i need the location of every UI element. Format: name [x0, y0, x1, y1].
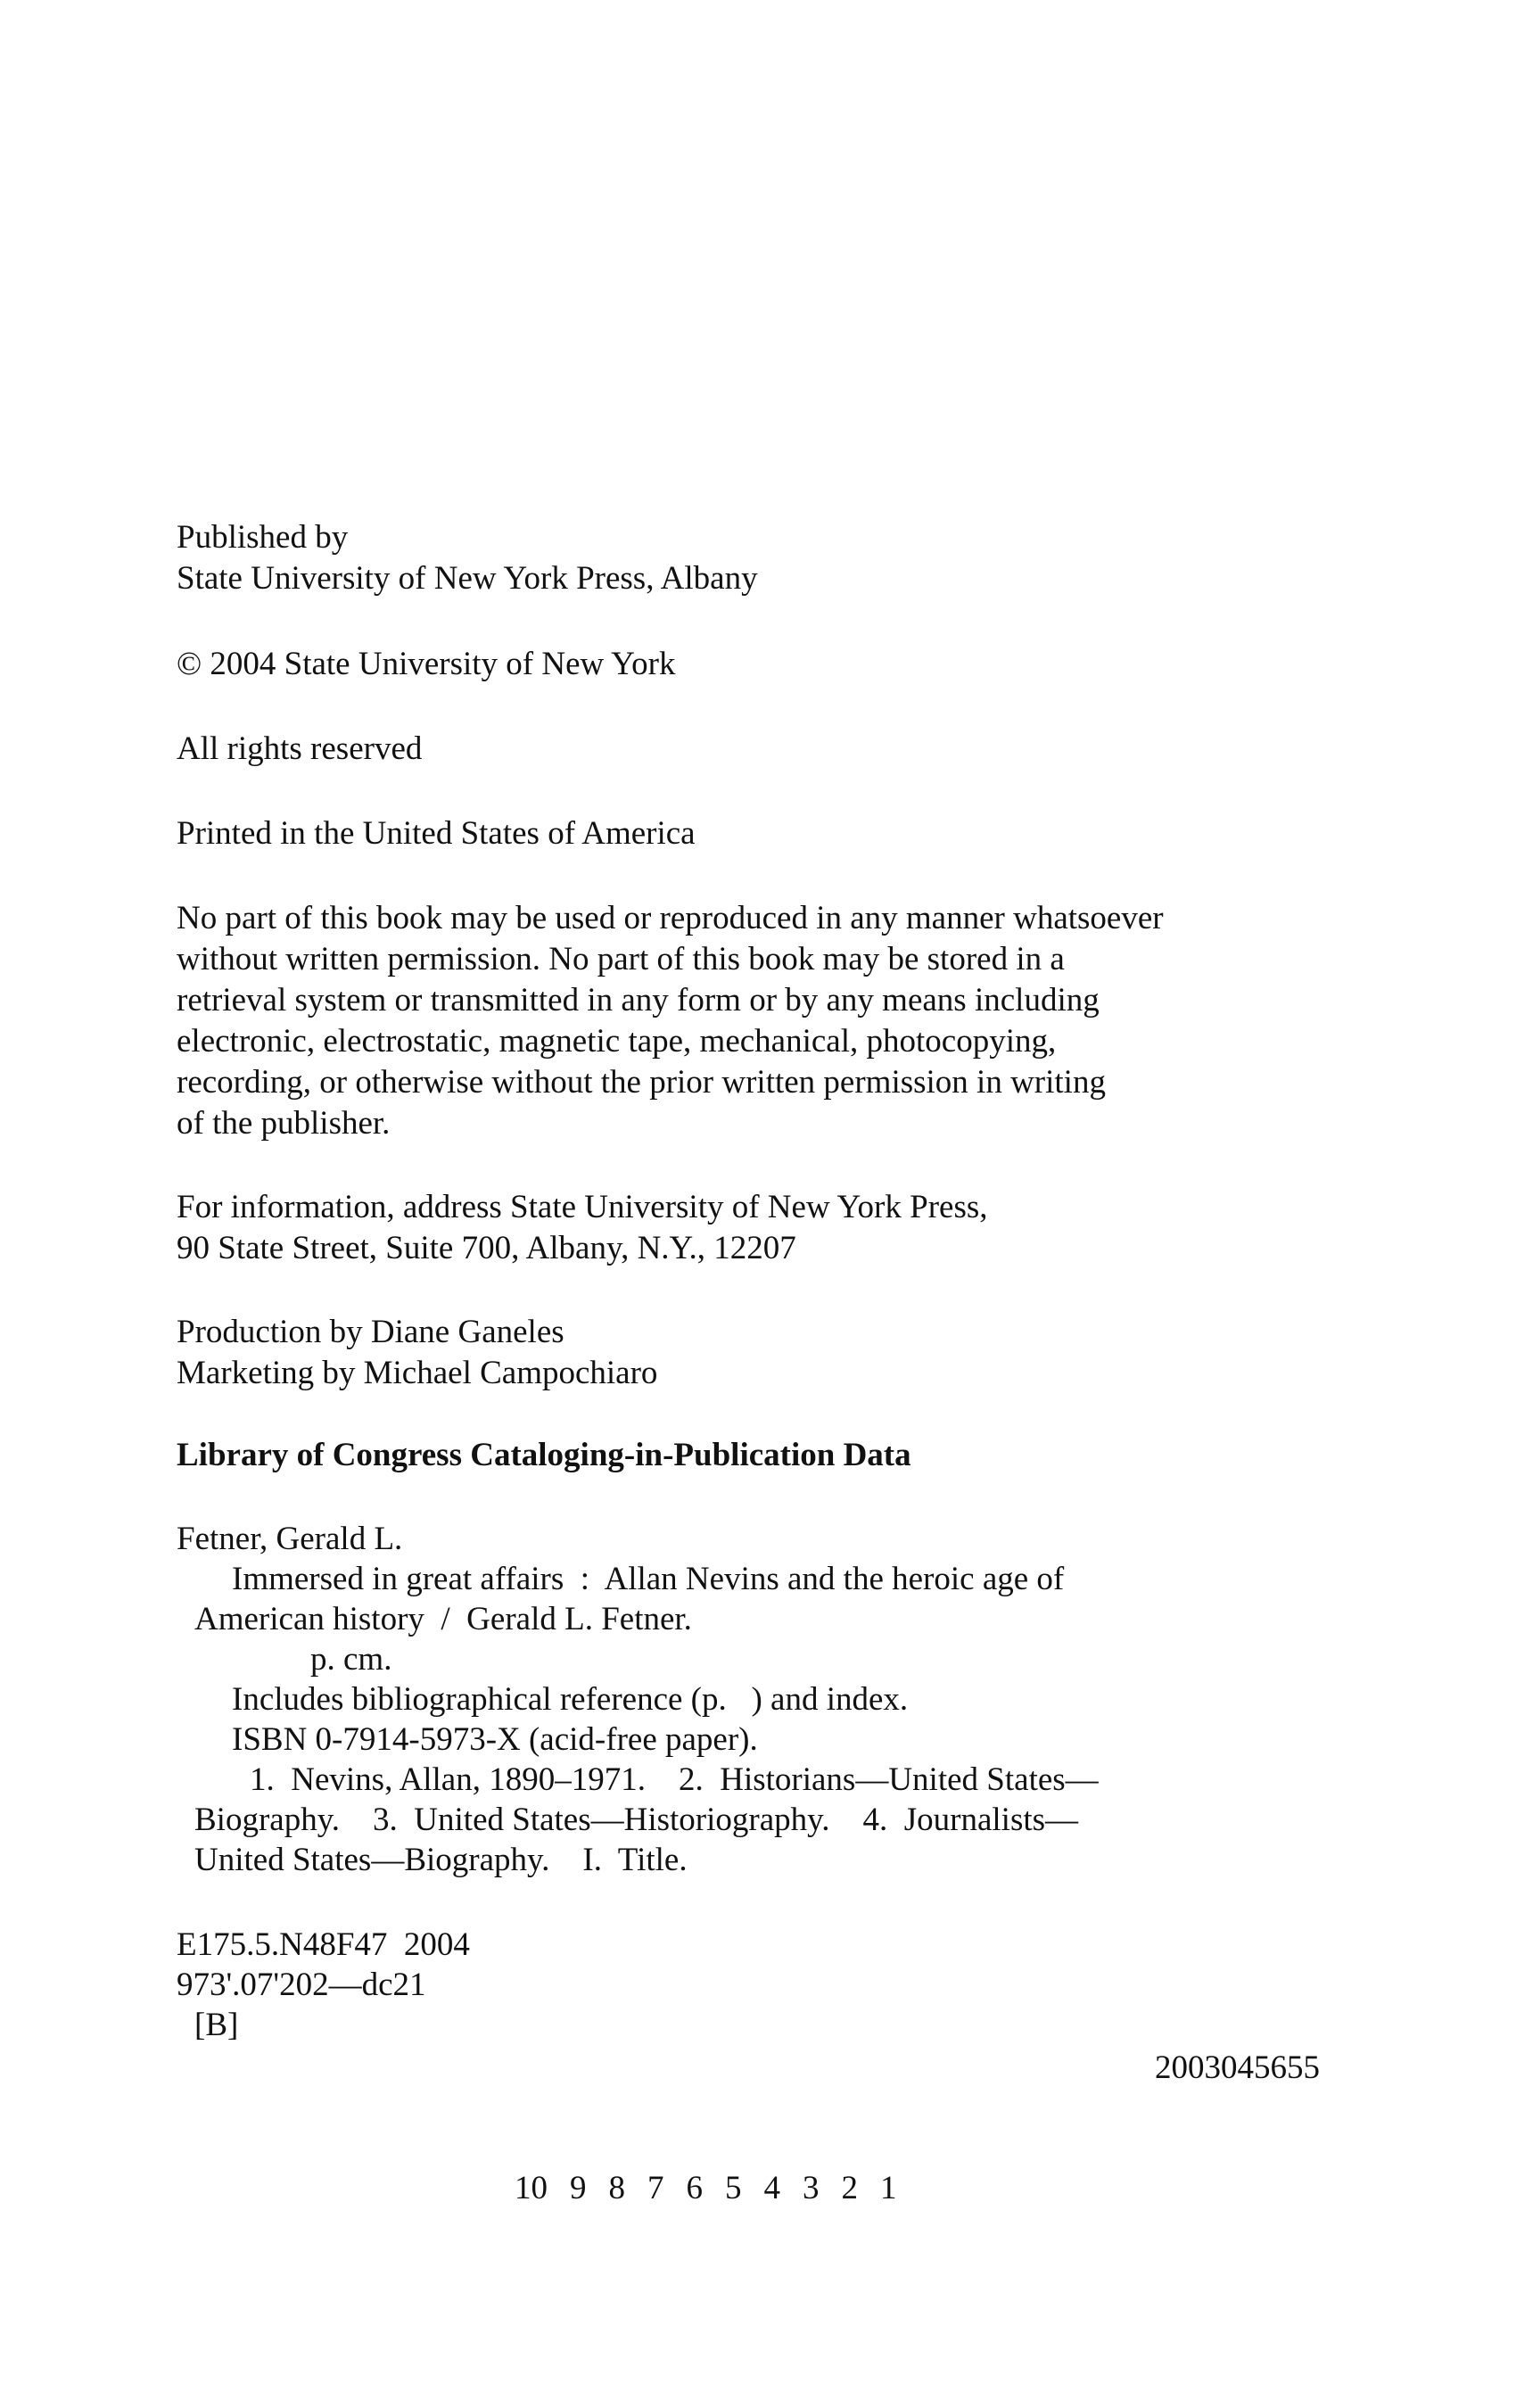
printing-number: 1: [880, 2170, 897, 2206]
printing-number: 9: [570, 2170, 587, 2206]
lc-classification: E175.5.N48F47 2004: [177, 1926, 470, 1963]
cip-subjects-continued: Biography. 3. United States—Historiography. 4. Journalists—: [194, 1802, 1079, 1838]
classification-code: [B]: [194, 2007, 239, 2043]
cip-heading: Library of Congress Cataloging-in-Publication Data: [177, 1437, 911, 1473]
production-credit: Production by Diane Ganeles: [177, 1314, 564, 1350]
notice-line: of the publisher.: [177, 1105, 391, 1142]
marketing-credit: Marketing by Michael Campochiaro: [177, 1355, 658, 1391]
notice-line: recording, or otherwise without the prior written permission in writing: [177, 1064, 1106, 1101]
printing-number: 6: [686, 2170, 703, 2206]
cip-subjects-continued: United States—Biography. I. Title.: [194, 1842, 688, 1878]
printing-number: 7: [647, 2170, 664, 2206]
lccn: 2003045655: [1155, 2049, 1320, 2086]
notice-line: No part of this book may be used or reproduced in any manner whatsoever: [177, 900, 1164, 936]
printed-line: Printed in the United States of America: [177, 815, 696, 852]
notice-line: electronic, electrostatic, magnetic tape, mechanical, photocopying,: [177, 1023, 1057, 1060]
notice-line: retrieval system or transmitted in any form or by any means including: [177, 982, 1100, 1018]
printing-line: [482, 2127, 919, 2250]
cip-title-continued: American history / Gerald L. Fetner.: [194, 1601, 692, 1637]
printing-number: 2: [841, 2170, 858, 2206]
cip-title: Immersed in great affairs : Allan Nevins and the heroic age of: [232, 1561, 1065, 1597]
cip-subjects: 1. Nevins, Allan, 1890–1971. 2. Historians—United States—: [250, 1761, 1099, 1798]
dewey-classification: 973'.07'202—dc21: [177, 1967, 426, 2003]
printing-number: 5: [725, 2170, 742, 2206]
printing-number: 3: [803, 2170, 820, 2206]
publisher-name: State University of New York Press, Albany: [177, 560, 758, 597]
rights-line: All rights reserved: [177, 730, 423, 767]
notice-line: without written permission. No part of this book may be stored in a: [177, 941, 1065, 977]
cip-author: Fetner, Gerald L.: [177, 1521, 403, 1557]
cip-includes: Includes bibliographical reference (p. ) and index.: [232, 1681, 909, 1718]
printing-number: 10: [515, 2170, 548, 2206]
printing-number: 8: [608, 2170, 625, 2206]
address-line: 90 State Street, Suite 700, Albany, N.Y., 12207: [177, 1230, 796, 1266]
cip-isbn: ISBN 0-7914-5973-X (acid-free paper).: [232, 1721, 758, 1758]
printing-number: 4: [763, 2170, 780, 2206]
published-by: Published by: [177, 519, 349, 556]
information-line: For information, address State University of New York Press,: [177, 1189, 988, 1225]
cip-pages: p. cm.: [310, 1641, 392, 1678]
copyright-line: © 2004 State University of New York: [177, 646, 676, 682]
